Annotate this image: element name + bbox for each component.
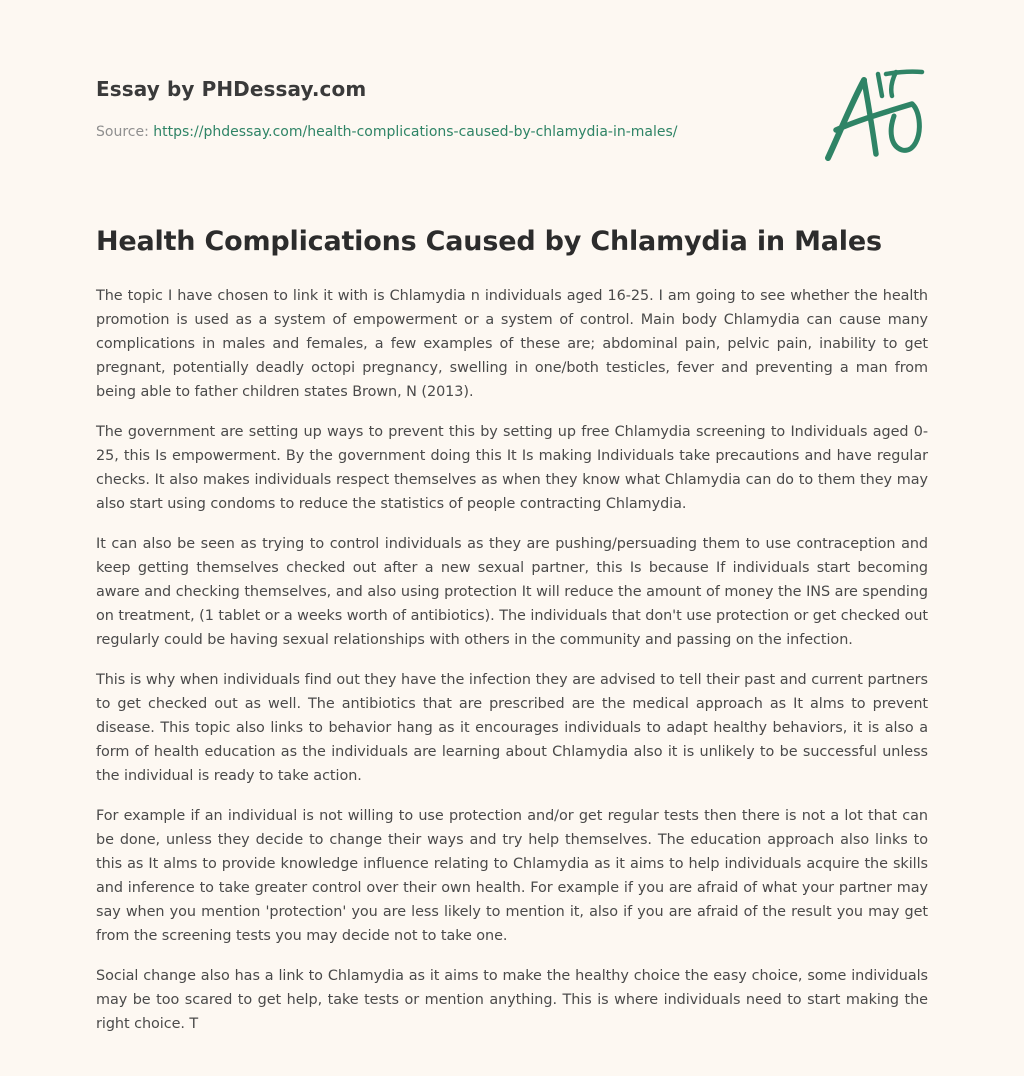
source-link[interactable]: https://phdessay.com/health-complications-caused-by-chlamydia-in-males/ — [153, 124, 678, 140]
article-paragraph: It can also be seen as trying to control individuals as they are pushing/persuading them to use contraception and keep getting themselves checked out after a new sexual partner, this Is because If individuals start becoming aware and checking themselves, and also using protection It will reduce the amount of money the INS are spending on treatment, (1 tablet or a weeks worth of antibiotics). The individuals that don't use protection or get checked out regularly could be having sexual relationships with others in the community and passing on the infection. — [96, 536, 928, 648]
source-line — [96, 124, 678, 140]
article-paragraph: For example if an individual is not willing to use protection and/or get regular tests then there is not a lot that can be done, unless they decide to change their ways and try help themselves. The education approach also links to this as It alms to provide knowledge influence relating to Chlamydia as it aims to help individuals acquire the skills and inference to take greater control over their own health. For example if you are afraid of what your partner may say when you mention 'protection' you are less likely to mention it, also if you are afraid of the result you may get from the screening tests you may decide not to take one. — [96, 808, 928, 944]
article-paragraph: The topic I have chosen to link it with is Chlamydia n individuals aged 16-25. I am going to see whether the health promotion is used as a system of empowerment or a system of control. Main body Chlamydia can cause many complications in males and females, a few examples of these are; abdominal pain, pelvic pain, inability to get pregnant, potentially deadly octopi pregnancy, swelling in one/both testicles, fever and preventing a man from being able to father children states Brown, N (2013). — [96, 288, 928, 400]
site-brand-title: Essay by PHDessay.com — [96, 77, 367, 101]
article-title: Health Complications Caused by Chlamydia in Males — [96, 226, 882, 257]
article-body — [96, 284, 928, 1052]
a-plus-logo-icon — [818, 66, 930, 166]
article-paragraph: The government are setting up ways to prevent this by setting up free Chlamydia screening to Individuals aged 0-25, this Is empowerment. By the government doing this It Is making Individuals take precautions and have regular checks. It also makes individuals respect themselves as when they know what Chlamydia can do to them they may also start using condoms to reduce the statistics of people contracting Chlamydia. — [96, 424, 928, 512]
article-paragraph: This is why when individuals find out they have the infection they are advised to tell their past and current partners to get checked out as well. The antibiotics that are prescribed are the medical approach as It alms to prevent disease. This topic also links to behavior hang as it encourages individuals to adapt healthy behaviors, it is also a form of health education as the individuals are learning about Chlamydia also it is unlikely to be successful unless the individual is ready to take action. — [96, 672, 928, 784]
article-paragraph: Social change also has a link to Chlamydia as it aims to make the healthy choice the easy choice, some individuals may be too scared to get help, take tests or mention anything. This is where individuals need to start making the right choice. T — [96, 968, 928, 1032]
source-label: Source: — [96, 124, 154, 140]
